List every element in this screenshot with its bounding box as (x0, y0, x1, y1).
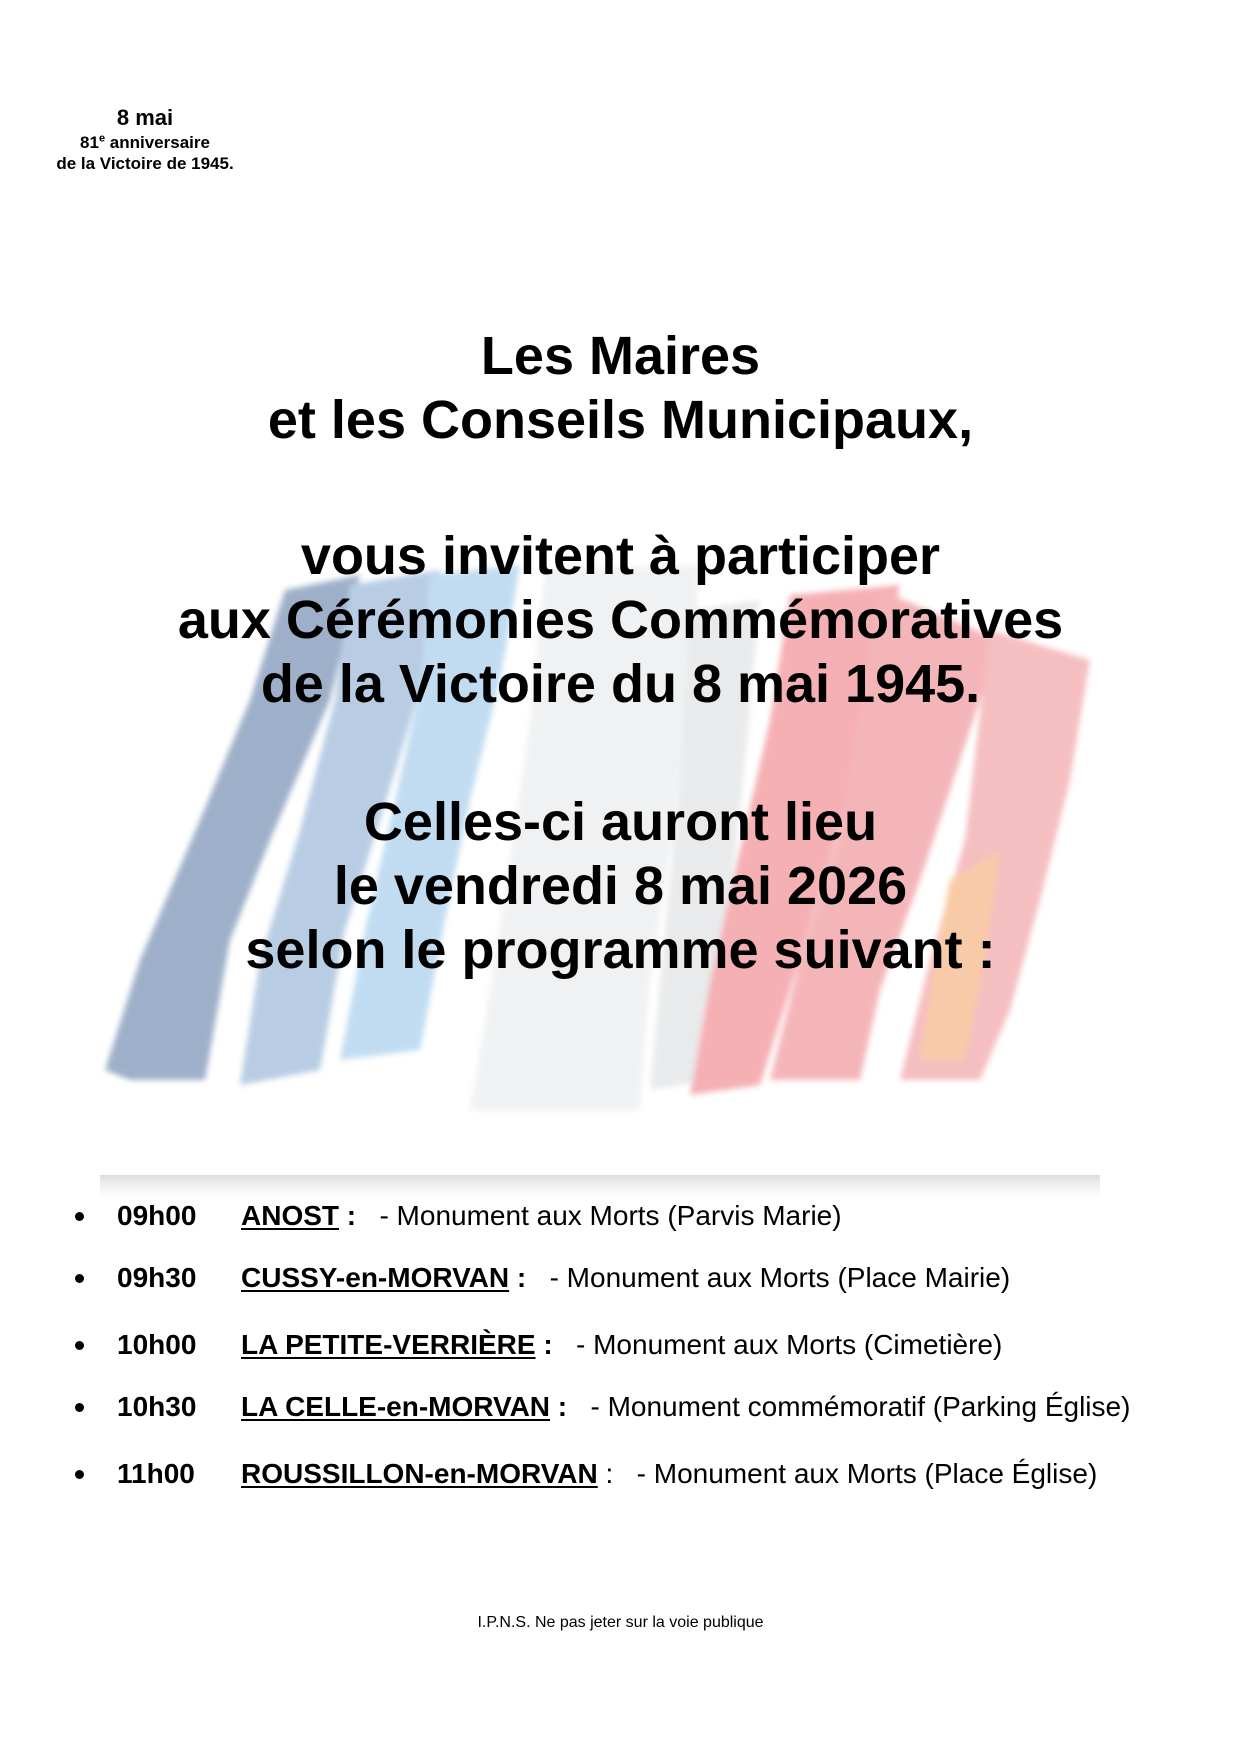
purpose-line: aux Cérémonies Commémoratives (177, 590, 1064, 650)
purpose-line: vous invitent à participer (300, 526, 941, 586)
programme-location: - Monument aux Morts (Cimetière) (576, 1329, 1003, 1360)
programme-location: - Monument commémoratif (Parking Église) (590, 1391, 1131, 1422)
programme-time: 10h00 (117, 1329, 197, 1360)
programme-town: ANOST (241, 1200, 339, 1231)
purpose-line: de la Victoire du 8 mai 1945. (260, 654, 981, 714)
bullet-icon (75, 1403, 84, 1412)
list-item (75, 1391, 1235, 1423)
programme-separator: : (550, 1391, 568, 1422)
caption-anniversary (30, 132, 260, 153)
programme-time: 11h00 (117, 1458, 195, 1489)
anniversary-caption (30, 104, 260, 174)
programme-place (241, 1262, 1010, 1294)
programme-place (241, 1391, 1130, 1423)
programme-separator: : (339, 1200, 357, 1231)
hosts-line: et les Conseils Municipaux, (267, 390, 974, 450)
programme-town: CUSSY-en-MORVAN (241, 1262, 510, 1293)
invitation-hosts (0, 324, 1241, 452)
programme-town: LA CELLE-en-MORVAN (241, 1391, 551, 1422)
programme-place (241, 1200, 842, 1232)
schedule-line: le vendredi 8 mai 2026 (333, 856, 908, 916)
programme-separator: : (509, 1262, 527, 1293)
list-item (75, 1262, 1235, 1294)
invitation-purpose (0, 524, 1241, 716)
bullet-icon (75, 1212, 84, 1221)
programme-separator: : (597, 1458, 614, 1489)
anniversary-number: 81 (80, 132, 99, 152)
programme-location: - Monument aux Morts (Parvis Marie) (379, 1200, 842, 1231)
schedule-line: Celles-ci auront lieu (363, 792, 878, 852)
programme-location: - Monument aux Morts (Place Église) (636, 1458, 1098, 1489)
bullet-icon (75, 1470, 84, 1479)
programme-town: ROUSSILLON-en-MORVAN (241, 1458, 598, 1489)
programme-town: LA PETITE-VERRIÈRE (241, 1329, 536, 1360)
caption-occasion: de la Victoire de 1945. (56, 153, 234, 173)
programme-time: 09h30 (117, 1262, 197, 1293)
schedule-line: selon le programme suivant : (245, 920, 996, 980)
caption-date: 8 mai (116, 105, 174, 130)
list-item (75, 1200, 1235, 1232)
list-item (75, 1329, 1235, 1361)
hosts-line: Les Maires (480, 326, 761, 386)
footer-notice: I.P.N.S. Ne pas jeter sur la voie publique (477, 1614, 764, 1631)
programme-location: - Monument aux Morts (Place Mairie) (549, 1262, 1011, 1293)
list-item (75, 1458, 1235, 1490)
programme-time: 10h30 (117, 1391, 197, 1422)
invitation-schedule-intro (0, 790, 1241, 982)
bullet-icon (75, 1341, 84, 1350)
anniversary-word: anniversaire (105, 132, 210, 152)
programme-time: 09h00 (117, 1200, 197, 1231)
bullet-icon (75, 1274, 84, 1283)
programme-separator: : (535, 1329, 553, 1360)
programme-place (241, 1458, 1097, 1490)
ordinal-suffix: e (98, 131, 106, 144)
programme-place (241, 1329, 1002, 1361)
